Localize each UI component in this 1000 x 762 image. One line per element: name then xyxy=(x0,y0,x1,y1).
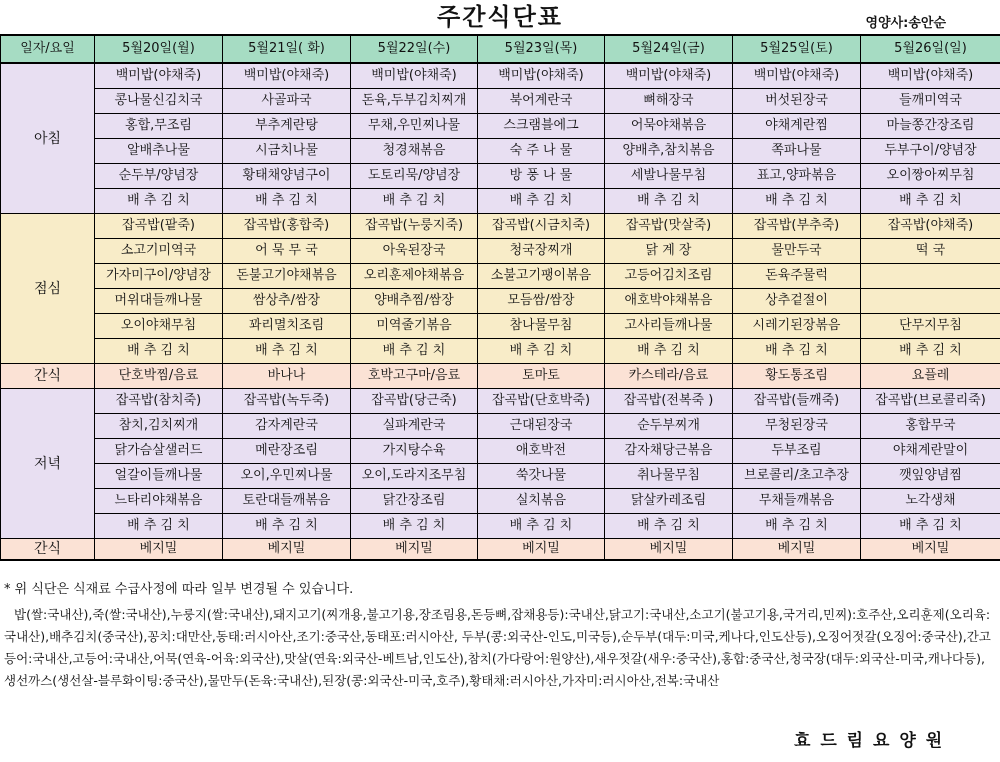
menu-cell: 잡곡밥(전복죽 ) xyxy=(605,389,733,414)
header-cell: 일자/요일 xyxy=(1,35,95,63)
menu-cell: 시레기된장볶음 xyxy=(733,314,861,339)
menu-cell: 토란대들깨볶음 xyxy=(223,489,351,514)
menu-row xyxy=(1,389,1000,414)
menu-cell: 고등어김치조림 xyxy=(605,264,733,289)
menu-cell: 단호박찜/음료 xyxy=(95,364,223,389)
menu-cell: 깻잎양념찜 xyxy=(861,464,1000,489)
meal-label-dinner: 저녁 xyxy=(1,389,95,539)
menu-cell: 아욱된장국 xyxy=(351,239,478,264)
menu-cell: 방 풍 나 물 xyxy=(478,164,605,189)
menu-cell: 베지밀 xyxy=(861,539,1000,561)
menu-cell: 뼈해장국 xyxy=(605,89,733,114)
menu-cell: 잡곡밥(당근죽) xyxy=(351,389,478,414)
menu-cell: 잡곡밥(부추죽) xyxy=(733,214,861,239)
menu-cell: 알배추나물 xyxy=(95,139,223,164)
menu-cell: 북어계란국 xyxy=(478,89,605,114)
menu-cell: 잡곡밥(누룽지죽) xyxy=(351,214,478,239)
menu-cell: 배 추 김 치 xyxy=(861,339,1000,364)
header-cell: 5월26일(일) xyxy=(861,35,1000,63)
menu-cell: 오리훈제야채볶음 xyxy=(351,264,478,289)
menu-cell: 돈불고기야채볶음 xyxy=(223,264,351,289)
menu-cell: 마늘쫑간장조림 xyxy=(861,114,1000,139)
menu-cell: 야채계란찜 xyxy=(733,114,861,139)
menu-cell: 청경채볶음 xyxy=(351,139,478,164)
menu-cell: 모듬쌈/쌈장 xyxy=(478,289,605,314)
menu-row xyxy=(1,139,1000,164)
menu-cell: 배 추 김 치 xyxy=(351,189,478,214)
menu-cell: 닭살카레조림 xyxy=(605,489,733,514)
menu-cell: 잡곡밥(맛살죽) xyxy=(605,214,733,239)
menu-cell: 감자채당근볶음 xyxy=(605,439,733,464)
menu-row xyxy=(1,214,1000,239)
menu-cell: 콩나물신김치국 xyxy=(95,89,223,114)
menu-cell: 감자계란국 xyxy=(223,414,351,439)
menu-cell: 배 추 김 치 xyxy=(95,514,223,539)
weekly-menu-table xyxy=(0,34,1000,561)
menu-cell: 백미밥(야채죽) xyxy=(351,63,478,89)
menu-cell: 머위대들깨나물 xyxy=(95,289,223,314)
origin-info: 밥(쌀:국내산),죽(쌀:국내산),누룽지(쌀:국내산),돼지고기(찌개용,불고기용,장조림용,돈등뼈,잡채용등):국내산,닭고기:국내산,소고기(불고기용,국거리,민찌):호주산,오리훈제(오리육:국내산),배추김치(중국산),꽁치:대만산,동태:러시아산,조기:중국산,동태포:러시아산, 두부(콩:외국산-인도,미국등),순두부(대두:미국,케나다,인도산등),오징어젓갈(오징어:중국산),간고등어:국내산,고등어:국내산,어묵(연육-어육:외국산),맛살(연육:외국산-베트남,인도산),참치(가다랑어:원양산),새우젓갈(새우:중국산),홍합:중국산,청국장(대두:외국산-미국,캐나다등),생선까스(생선살-블루화이팅:중국산),물만두(돈육:국내산),된장(콩:외국산-미국,호주),황태채:러시아산,가자미:러시아산,전복:국내산 xyxy=(4,607,991,688)
menu-cell: 무채들깨볶음 xyxy=(733,489,861,514)
menu-cell: 백미밥(야채죽) xyxy=(95,63,223,89)
menu-cell: 배 추 김 치 xyxy=(223,189,351,214)
menu-row xyxy=(1,239,1000,264)
menu-cell: 무청된장국 xyxy=(733,414,861,439)
menu-cell: 잡곡밥(녹두죽) xyxy=(223,389,351,414)
menu-cell: 부추계란탕 xyxy=(223,114,351,139)
meal-label-snack2: 간식 xyxy=(1,539,95,561)
menu-row xyxy=(1,539,1000,561)
menu-cell xyxy=(861,289,1000,314)
menu-cell: 홍합무국 xyxy=(861,414,1000,439)
menu-cell: 애호박전 xyxy=(478,439,605,464)
menu-row xyxy=(1,514,1000,539)
menu-cell: 배 추 김 치 xyxy=(861,514,1000,539)
menu-cell: 브로콜리/초고추장 xyxy=(733,464,861,489)
menu-cell: 소고기미역국 xyxy=(95,239,223,264)
menu-cell: 잡곡밥(들깨죽) xyxy=(733,389,861,414)
menu-cell: 닭 계 장 xyxy=(605,239,733,264)
menu-cell: 어묵야채볶음 xyxy=(605,114,733,139)
menu-cell: 배 추 김 치 xyxy=(605,514,733,539)
menu-cell: 꽈리멸치조림 xyxy=(223,314,351,339)
menu-cell: 쑥갓나물 xyxy=(478,464,605,489)
menu-cell: 무채,우민찌나물 xyxy=(351,114,478,139)
menu-cell: 배 추 김 치 xyxy=(351,514,478,539)
menu-cell: 홍합,무조림 xyxy=(95,114,223,139)
header-cell: 5월22일(수) xyxy=(351,35,478,63)
menu-cell: 토마토 xyxy=(478,364,605,389)
menu-cell: 양배추찜/쌈장 xyxy=(351,289,478,314)
menu-cell: 베지밀 xyxy=(95,539,223,561)
menu-row xyxy=(1,489,1000,514)
header-cell: 5월20일(월) xyxy=(95,35,223,63)
menu-cell: 미역줄기볶음 xyxy=(351,314,478,339)
menu-row xyxy=(1,164,1000,189)
menu-cell: 세발나물무침 xyxy=(605,164,733,189)
menu-cell: 배 추 김 치 xyxy=(478,339,605,364)
menu-cell: 닭간장조림 xyxy=(351,489,478,514)
menu-cell: 메란장조림 xyxy=(223,439,351,464)
menu-cell: 배 추 김 치 xyxy=(605,189,733,214)
menu-cell: 돈육,두부김치찌개 xyxy=(351,89,478,114)
menu-cell: 요플레 xyxy=(861,364,1000,389)
menu-cell: 노각생채 xyxy=(861,489,1000,514)
menu-row xyxy=(1,189,1000,214)
meal-label-snack: 간식 xyxy=(1,364,95,389)
meal-label-breakfast: 아침 xyxy=(1,63,95,214)
menu-cell: 카스테라/음료 xyxy=(605,364,733,389)
menu-cell: 오이짱아찌무침 xyxy=(861,164,1000,189)
menu-cell: 잡곡밥(단호박죽) xyxy=(478,389,605,414)
meal-label-lunch: 점심 xyxy=(1,214,95,364)
menu-cell: 버섯된장국 xyxy=(733,89,861,114)
menu-cell: 물만두국 xyxy=(733,239,861,264)
menu-cell: 야채계란말이 xyxy=(861,439,1000,464)
menu-cell: 순두부찌개 xyxy=(605,414,733,439)
menu-cell: 잡곡밥(야채죽) xyxy=(861,214,1000,239)
menu-cell: 배 추 김 치 xyxy=(733,189,861,214)
menu-cell: 배 추 김 치 xyxy=(733,514,861,539)
menu-row xyxy=(1,339,1000,364)
menu-row xyxy=(1,89,1000,114)
menu-cell: 백미밥(야채죽) xyxy=(478,63,605,89)
menu-cell: 배 추 김 치 xyxy=(478,514,605,539)
menu-cell: 백미밥(야채죽) xyxy=(733,63,861,89)
menu-cell: 돈육주물럭 xyxy=(733,264,861,289)
menu-cell: 배 추 김 치 xyxy=(733,339,861,364)
facility-name: 효 드 림 요 양 원 xyxy=(794,731,945,751)
menu-row xyxy=(1,439,1000,464)
menu-row xyxy=(1,114,1000,139)
header-cell: 5월24일(금) xyxy=(605,35,733,63)
menu-cell: 잡곡밥(브로콜리죽) xyxy=(861,389,1000,414)
menu-cell: 소불고기팽이볶음 xyxy=(478,264,605,289)
menu-cell: 사골파국 xyxy=(223,89,351,114)
menu-cell: 배 추 김 치 xyxy=(223,514,351,539)
menu-cell: 백미밥(야채죽) xyxy=(861,63,1000,89)
menu-cell: 잡곡밥(홍합죽) xyxy=(223,214,351,239)
menu-row xyxy=(1,289,1000,314)
menu-row xyxy=(1,414,1000,439)
menu-cell: 도토리묵/양념장 xyxy=(351,164,478,189)
page-title: 주간식단표 xyxy=(437,3,563,31)
menu-cell: 오이,도라지조무침 xyxy=(351,464,478,489)
menu-cell: 배 추 김 치 xyxy=(95,339,223,364)
header-cell: 5월21일( 화) xyxy=(223,35,351,63)
menu-cell: 백미밥(야채죽) xyxy=(223,63,351,89)
menu-cell: 두부조림 xyxy=(733,439,861,464)
menu-row xyxy=(1,63,1000,89)
menu-cell: 표고,양파볶음 xyxy=(733,164,861,189)
header-cell: 5월25일(토) xyxy=(733,35,861,63)
menu-cell: 베지밀 xyxy=(223,539,351,561)
menu-cell: 두부구이/양념장 xyxy=(861,139,1000,164)
menu-cell: 가지탕수육 xyxy=(351,439,478,464)
menu-cell: 배 추 김 치 xyxy=(95,189,223,214)
change-notice: * 위 식단은 식재료 수급사정에 따라 일부 변경될 수 있습니다. xyxy=(4,582,354,597)
menu-cell: 베지밀 xyxy=(478,539,605,561)
menu-cell: 베지밀 xyxy=(733,539,861,561)
menu-cell: 베지밀 xyxy=(351,539,478,561)
menu-row xyxy=(1,464,1000,489)
menu-cell: 황도통조림 xyxy=(733,364,861,389)
menu-cell: 근대된장국 xyxy=(478,414,605,439)
menu-cell: 쌈상추/쌈장 xyxy=(223,289,351,314)
menu-cell: 참나물무침 xyxy=(478,314,605,339)
menu-cell: 잡곡밥(팥죽) xyxy=(95,214,223,239)
menu-row xyxy=(1,264,1000,289)
menu-cell: 고사리들깨나물 xyxy=(605,314,733,339)
menu-cell: 가자미구이/양념장 xyxy=(95,264,223,289)
menu-cell: 참치,김치찌개 xyxy=(95,414,223,439)
menu-cell: 시금치나물 xyxy=(223,139,351,164)
menu-cell: 잡곡밥(시금치죽) xyxy=(478,214,605,239)
header-cell: 5월23일(목) xyxy=(478,35,605,63)
menu-cell: 어 묵 무 국 xyxy=(223,239,351,264)
menu-row xyxy=(1,364,1000,389)
menu-cell: 닭가슴살샐러드 xyxy=(95,439,223,464)
menu-cell: 청국장찌개 xyxy=(478,239,605,264)
menu-cell: 실치볶음 xyxy=(478,489,605,514)
menu-cell: 황태채양념구이 xyxy=(223,164,351,189)
menu-cell: 애호박야채볶음 xyxy=(605,289,733,314)
menu-cell: 취나물무침 xyxy=(605,464,733,489)
menu-cell: 배 추 김 치 xyxy=(478,189,605,214)
menu-cell: 들깨미역국 xyxy=(861,89,1000,114)
menu-cell: 느타리야채볶음 xyxy=(95,489,223,514)
header-row xyxy=(1,35,1000,63)
menu-cell: 배 추 김 치 xyxy=(351,339,478,364)
menu-cell: 바나나 xyxy=(223,364,351,389)
menu-cell: 양배추,참치볶음 xyxy=(605,139,733,164)
menu-row xyxy=(1,314,1000,339)
menu-cell: 단무지무침 xyxy=(861,314,1000,339)
menu-cell xyxy=(861,264,1000,289)
menu-cell: 쪽파나물 xyxy=(733,139,861,164)
menu-cell: 숙 주 나 물 xyxy=(478,139,605,164)
menu-cell: 백미밥(야채죽) xyxy=(605,63,733,89)
menu-cell: 오이,우민찌나물 xyxy=(223,464,351,489)
menu-cell: 순두부/양념장 xyxy=(95,164,223,189)
menu-cell: 배 추 김 치 xyxy=(223,339,351,364)
menu-cell: 스크램블에그 xyxy=(478,114,605,139)
menu-cell: 실파계란국 xyxy=(351,414,478,439)
menu-cell: 떡 국 xyxy=(861,239,1000,264)
menu-cell: 상추겉절이 xyxy=(733,289,861,314)
menu-cell: 배 추 김 치 xyxy=(861,189,1000,214)
menu-cell: 잡곡밥(참치죽) xyxy=(95,389,223,414)
menu-cell: 얼갈이들깨나물 xyxy=(95,464,223,489)
dietitian-label: 영양사:송안순 xyxy=(865,16,946,31)
menu-cell: 베지밀 xyxy=(605,539,733,561)
menu-cell: 호박고구마/음료 xyxy=(351,364,478,389)
menu-cell: 배 추 김 치 xyxy=(605,339,733,364)
menu-cell: 오이야채무침 xyxy=(95,314,223,339)
